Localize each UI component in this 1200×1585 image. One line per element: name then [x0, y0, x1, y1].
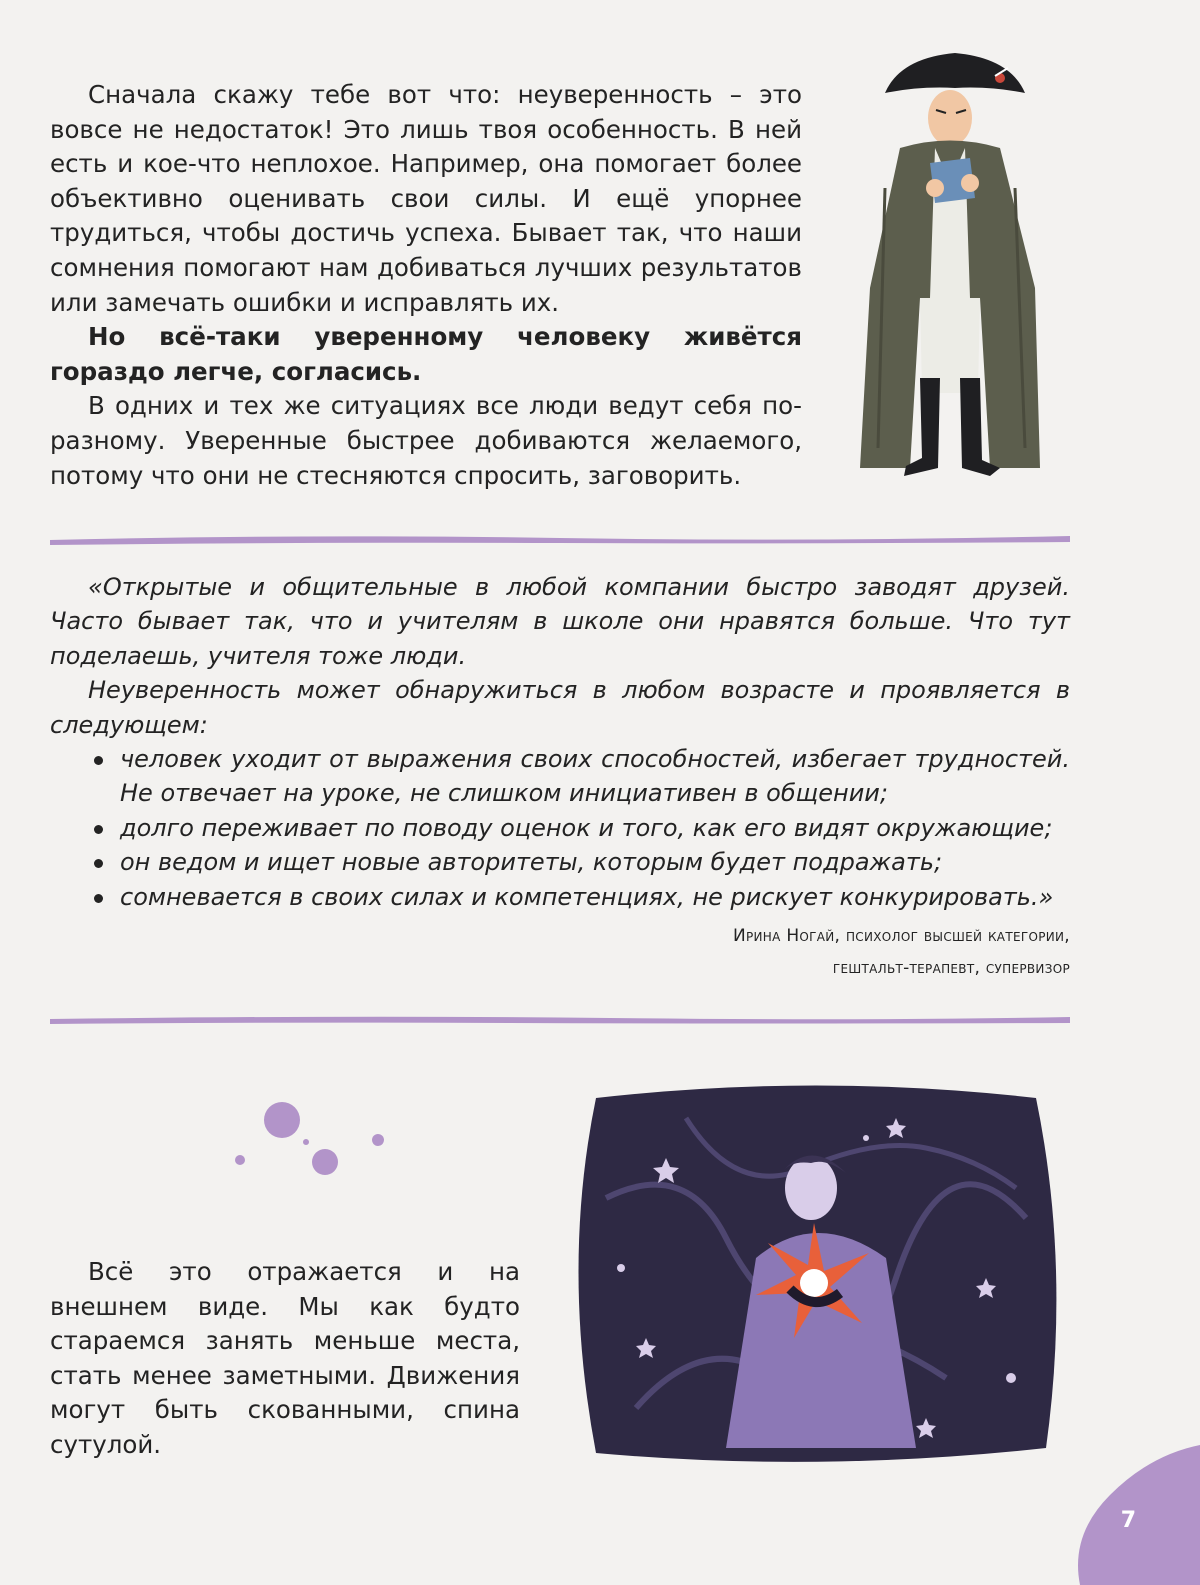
- anxiety-illustration: [566, 1078, 1068, 1468]
- intro-text: [50, 78, 802, 493]
- intro-paragraph-3: В одних и тех же ситуациях все люди ведут себя по-разному. Уверенные быстрее добиваются желаемого, потому что они не стесняются спросить, заговорить.: [50, 391, 802, 490]
- napoleon-illustration: [840, 48, 1070, 498]
- paint-splats: [220, 1100, 400, 1190]
- outro-paragraph: Всё это отражается и на внешнем виде. Мы как будто стараемся занять меньше места, стать менее заметными. Движения могут быть скованными, спина сутулой.: [50, 1257, 520, 1459]
- list-item: долго переживает по поводу оценок и того, как его видят окружающие;: [120, 811, 1070, 845]
- list-item: он ведом и ищет новые авторитеты, которым будет подражать;: [120, 845, 1070, 879]
- outro-text: [50, 1255, 520, 1463]
- attribution-line-1: Ирина Ногай, психолог высшей категории,: [732, 926, 1070, 946]
- divider-top: [50, 532, 1070, 546]
- list-item: человек уходит от выражения своих способностей, избегает трудностей. Не отвечает на уроке, не слишком инициативен в общении;: [120, 742, 1070, 811]
- quote-bullet-list: [50, 742, 1070, 914]
- quote-paragraph-2: Неуверенность может обнаружиться в любом возрасте и проявляется в следующем:: [50, 676, 1070, 739]
- page-number: 7: [1120, 1508, 1136, 1533]
- list-item: сомневается в своих силах и компетенциях, не рискует конкурировать.»: [120, 880, 1070, 914]
- intro-paragraph-1: Сначала скажу тебе вот что: неуверенность – это вовсе не недостаток! Это лишь твоя особенность. В ней есть и кое-что неплохое. Например, она помогает более объективно оценивать свои силы. И ещё упорнее трудиться, чтобы достичь успеха. Бывает так, что наши сомнения помогают нам добиваться лучших результатов или замечать ошибки и исправлять их.: [50, 80, 802, 317]
- divider-bottom: [50, 1012, 1070, 1026]
- quote-paragraph-1: «Открытые и общительные в любой компании быстро заводят друзей. Часто бывает так, что и учителям в школе они нравятся больше. Что тут поделаешь, учителя тоже люди.: [50, 573, 1070, 670]
- intro-paragraph-2: Но всё-таки уверенному человеку живётся гораздо легче, согласись.: [50, 322, 802, 386]
- expert-quote: [50, 570, 1070, 914]
- attribution-line-2: гештальт-терапевт, супервизор: [832, 958, 1070, 978]
